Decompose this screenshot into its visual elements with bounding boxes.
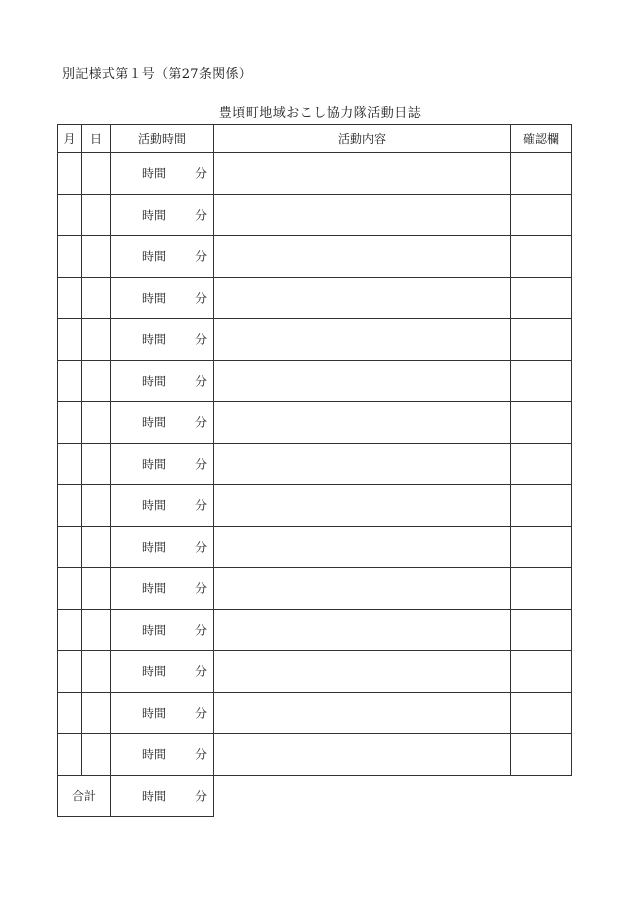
activity-content-cell[interactable] [214, 194, 511, 236]
activity-content-cell[interactable] [214, 319, 511, 361]
month-cell[interactable] [58, 692, 82, 734]
confirmation-cell[interactable] [511, 651, 572, 693]
minutes-label: 分 [194, 332, 207, 347]
activity-time-cell[interactable] [111, 277, 214, 319]
activity-content-cell[interactable] [214, 153, 511, 195]
header-month: 月 [58, 125, 82, 153]
hours-label: 時間 [142, 623, 167, 638]
table-row [58, 651, 572, 693]
day-cell[interactable] [82, 236, 111, 278]
hours-label: 時間 [142, 498, 167, 513]
day-cell[interactable] [82, 443, 111, 485]
activity-content-cell[interactable] [214, 277, 511, 319]
month-cell[interactable] [58, 485, 82, 527]
table-row [58, 319, 572, 361]
table-row [58, 194, 572, 236]
minutes-label: 分 [194, 374, 207, 389]
month-cell[interactable] [58, 651, 82, 693]
total-blank [214, 775, 572, 817]
activity-time-cell[interactable] [111, 194, 214, 236]
day-cell[interactable] [82, 568, 111, 610]
activity-content-cell[interactable] [214, 236, 511, 278]
confirmation-cell[interactable] [511, 609, 572, 651]
day-cell[interactable] [82, 194, 111, 236]
hours-label: 時間 [142, 540, 167, 555]
activity-time-cell[interactable] [111, 651, 214, 693]
day-cell[interactable] [82, 734, 111, 776]
minutes-label: 分 [194, 581, 207, 596]
table-row [58, 609, 572, 651]
activity-time-cell[interactable] [111, 485, 214, 527]
header-activity-content: 活動内容 [214, 125, 511, 153]
activity-time-cell[interactable] [111, 568, 214, 610]
activity-time-cell[interactable] [111, 236, 214, 278]
activity-time-cell[interactable] [111, 319, 214, 361]
total-hours-label: 時間 [142, 789, 167, 804]
form-reference: 別記様式第１号（第27条関係） [62, 67, 253, 82]
confirmation-cell[interactable] [511, 277, 572, 319]
table-header-row [58, 125, 572, 153]
minutes-label: 分 [194, 664, 207, 679]
total-minutes-label: 分 [194, 789, 207, 804]
month-cell[interactable] [58, 319, 82, 361]
month-cell[interactable] [58, 360, 82, 402]
activity-log-table [57, 124, 572, 817]
day-cell[interactable] [82, 360, 111, 402]
day-cell[interactable] [82, 153, 111, 195]
minutes-label: 分 [194, 706, 207, 721]
activity-time-cell[interactable] [111, 734, 214, 776]
table-row [58, 236, 572, 278]
hours-label: 時間 [142, 747, 167, 762]
table-row [58, 277, 572, 319]
activity-time-cell[interactable] [111, 153, 214, 195]
minutes-label: 分 [194, 415, 207, 430]
day-cell[interactable] [82, 277, 111, 319]
minutes-label: 分 [194, 747, 207, 762]
activity-content-cell[interactable] [214, 485, 511, 527]
activity-content-cell[interactable] [214, 443, 511, 485]
month-cell[interactable] [58, 153, 82, 195]
month-cell[interactable] [58, 526, 82, 568]
hours-label: 時間 [142, 208, 167, 223]
header-activity-time: 活動時間 [111, 125, 214, 153]
minutes-label: 分 [194, 457, 207, 472]
activity-content-cell[interactable] [214, 360, 511, 402]
hours-label: 時間 [142, 249, 167, 264]
activity-content-cell[interactable] [214, 568, 511, 610]
activity-time-cell[interactable] [111, 360, 214, 402]
minutes-label: 分 [194, 166, 207, 181]
total-time-cell[interactable] [111, 775, 214, 817]
confirmation-cell[interactable] [511, 360, 572, 402]
hours-label: 時間 [142, 706, 167, 721]
activity-time-cell[interactable] [111, 609, 214, 651]
confirmation-cell[interactable] [511, 692, 572, 734]
day-cell[interactable] [82, 651, 111, 693]
hours-label: 時間 [142, 332, 167, 347]
month-cell[interactable] [58, 734, 82, 776]
hours-label: 時間 [142, 166, 167, 181]
confirmation-cell[interactable] [511, 568, 572, 610]
activity-time-cell[interactable] [111, 402, 214, 444]
activity-content-cell[interactable] [214, 609, 511, 651]
day-cell[interactable] [82, 319, 111, 361]
day-cell[interactable] [82, 526, 111, 568]
day-cell[interactable] [82, 692, 111, 734]
confirmation-cell[interactable] [511, 236, 572, 278]
day-cell[interactable] [82, 485, 111, 527]
confirmation-cell[interactable] [511, 153, 572, 195]
month-cell[interactable] [58, 443, 82, 485]
confirmation-cell[interactable] [511, 319, 572, 361]
confirmation-cell[interactable] [511, 526, 572, 568]
table-row [58, 153, 572, 195]
header-day: 日 [82, 125, 111, 153]
table-row [58, 568, 572, 610]
minutes-label: 分 [194, 249, 207, 264]
hours-label: 時間 [142, 415, 167, 430]
header-confirmation: 確認欄 [511, 125, 572, 153]
table-row [58, 360, 572, 402]
activity-content-cell[interactable] [214, 526, 511, 568]
activity-time-cell[interactable] [111, 526, 214, 568]
activity-time-cell[interactable] [111, 692, 214, 734]
activity-content-cell[interactable] [214, 402, 511, 444]
minutes-label: 分 [194, 208, 207, 223]
activity-time-cell[interactable] [111, 443, 214, 485]
table-row [58, 443, 572, 485]
day-cell[interactable] [82, 402, 111, 444]
day-cell[interactable] [82, 609, 111, 651]
hours-label: 時間 [142, 374, 167, 389]
activity-content-cell[interactable] [214, 651, 511, 693]
confirmation-cell[interactable] [511, 485, 572, 527]
month-cell[interactable] [58, 609, 82, 651]
table-row [58, 692, 572, 734]
minutes-label: 分 [194, 498, 207, 513]
total-row [58, 775, 572, 817]
table-row [58, 402, 572, 444]
document-title: 豊頃町地域おこし協力隊活動日誌 [218, 106, 422, 121]
hours-label: 時間 [142, 664, 167, 679]
hours-label: 時間 [142, 457, 167, 472]
confirmation-cell[interactable] [511, 734, 572, 776]
month-cell[interactable] [58, 194, 82, 236]
table-row [58, 526, 572, 568]
confirmation-cell[interactable] [511, 443, 572, 485]
minutes-label: 分 [194, 540, 207, 555]
minutes-label: 分 [194, 623, 207, 638]
hours-label: 時間 [142, 291, 167, 306]
month-cell[interactable] [58, 568, 82, 610]
table-row [58, 734, 572, 776]
month-cell[interactable] [58, 236, 82, 278]
hours-label: 時間 [142, 581, 167, 596]
month-cell[interactable] [58, 402, 82, 444]
confirmation-cell[interactable] [511, 194, 572, 236]
activity-content-cell[interactable] [214, 734, 511, 776]
table-row [58, 485, 572, 527]
confirmation-cell[interactable] [511, 402, 572, 444]
total-label: 合計 [58, 775, 111, 817]
minutes-label: 分 [194, 291, 207, 306]
activity-content-cell[interactable] [214, 692, 511, 734]
month-cell[interactable] [58, 277, 82, 319]
